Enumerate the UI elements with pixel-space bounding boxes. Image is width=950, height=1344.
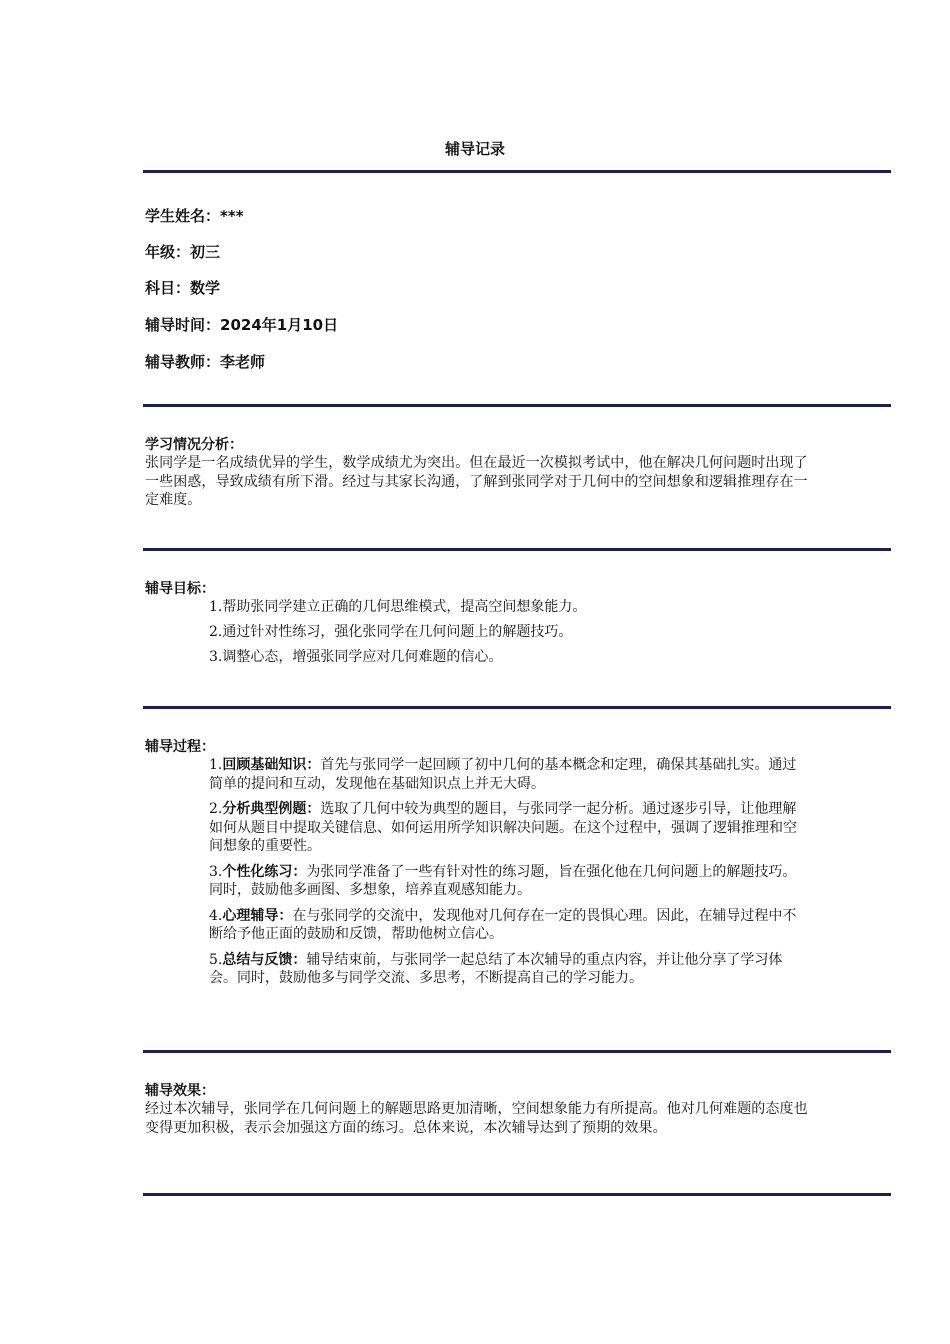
process-item-number: 3. [209, 863, 223, 880]
student-name-line [145, 205, 244, 226]
process-item-text: 为张同学准备了一些有针对性的练习题，旨在强化他在几何问题上的解题技巧。同时，鼓励他多画图、多想象，培养直观感知能力。 [209, 863, 797, 898]
process-section [145, 739, 810, 995]
goals-section [145, 581, 810, 666]
grade-line [145, 241, 220, 262]
teacher-line [145, 351, 265, 372]
document-title: 辅导记录 [444, 140, 505, 158]
process-item [209, 800, 810, 856]
student-name-label: 学生姓名： [145, 207, 221, 225]
divider-rule [143, 548, 891, 551]
goals-heading: 辅导目标： [145, 581, 215, 597]
process-item [209, 907, 810, 944]
analysis-section [145, 437, 810, 510]
process-item-number: 5. [209, 951, 223, 968]
process-item-title: 心理辅导： [222, 907, 293, 924]
subject-line [145, 277, 220, 298]
process-item-title: 总结与反馈： [222, 951, 307, 968]
grade-label: 年级： [145, 243, 191, 261]
process-item [209, 951, 810, 988]
subject-value: 数学 [190, 279, 221, 297]
process-item [209, 863, 810, 900]
process-item-title: 分析典型例题： [222, 801, 321, 817]
process-item-title: 个性化练习： [222, 863, 307, 880]
tutoring-time-label: 辅导时间： [145, 316, 221, 334]
grade-value: 初三 [190, 243, 221, 261]
goal-item: 1.帮助张同学建立正确的几何思维模式，提高空间想象能力。 [209, 599, 587, 615]
divider-rule [143, 170, 891, 173]
effect-section [145, 1083, 810, 1137]
teacher-value: 李老师 [220, 353, 266, 371]
process-item [209, 756, 810, 793]
process-item-number: 1. [209, 757, 223, 773]
goal-item: 3.调整心态，增强张同学应对几何难题的信心。 [209, 649, 503, 665]
tutoring-time-value: 2024年1月10日 [220, 316, 339, 334]
divider-rule [143, 404, 891, 407]
subject-label: 科目： [145, 279, 191, 297]
process-item-number: 4. [209, 907, 223, 924]
teacher-label: 辅导教师： [145, 353, 221, 371]
process-item-text: 辅导结束前，与张同学一起总结了本次辅导的重点内容，并让他分享了学习体会。同时，鼓励他多与同学交流、多思考，不断提高自己的学习能力。 [209, 951, 783, 986]
effect-heading: 辅导效果： [145, 1083, 215, 1099]
analysis-text: 张同学是一名成绩优异的学生，数学成绩尤为突出。但在最近一次模拟考试中，他在解决几何问题时出现了一些困惑，导致成绩有所下滑。经过与其家长沟通，了解到张同学对于几何中的空间想象和逻辑推理存在一定难度。 [145, 455, 808, 508]
divider-rule [143, 1050, 891, 1053]
process-item-title: 回顾基础知识： [222, 757, 321, 773]
analysis-heading: 学习情况分析： [145, 437, 243, 453]
process-heading: 辅导过程： [145, 739, 215, 755]
process-item-number: 2. [209, 801, 223, 817]
student-name-value: *** [220, 207, 244, 225]
goal-item: 2.通过针对性练习，强化张同学在几何问题上的解题技巧。 [209, 624, 573, 640]
tutoring-time-line [145, 314, 338, 335]
process-item-text: 在与张同学的交流中，发现他对几何存在一定的畏惧心理。因此，在辅导过程中不断给予他正面的鼓励和反馈，帮助他树立信心。 [209, 907, 797, 942]
process-item-text: 选取了几何中较为典型的题目，与张同学一起分析。通过逐步引导，让他理解如何从题目中提取关键信息、如何运用所学知识解决问题。在这个过程中，强调了逻辑推理和空间想象的重要性。 [209, 801, 797, 854]
divider-rule [143, 706, 891, 709]
divider-rule [143, 1193, 891, 1196]
process-item-text: 首先与张同学一起回顾了初中几何的基本概念和定理，确保其基础扎实。通过简单的提问和互动，发现他在基础知识点上并无大碍。 [209, 757, 797, 792]
effect-text: 经过本次辅导，张同学在几何问题上的解题思路更加清晰，空间想象能力有所提高。他对几何难题的态度也变得更加积极，表示会加强这方面的练习。总体来说，本次辅导达到了预期的效果。 [145, 1101, 808, 1136]
